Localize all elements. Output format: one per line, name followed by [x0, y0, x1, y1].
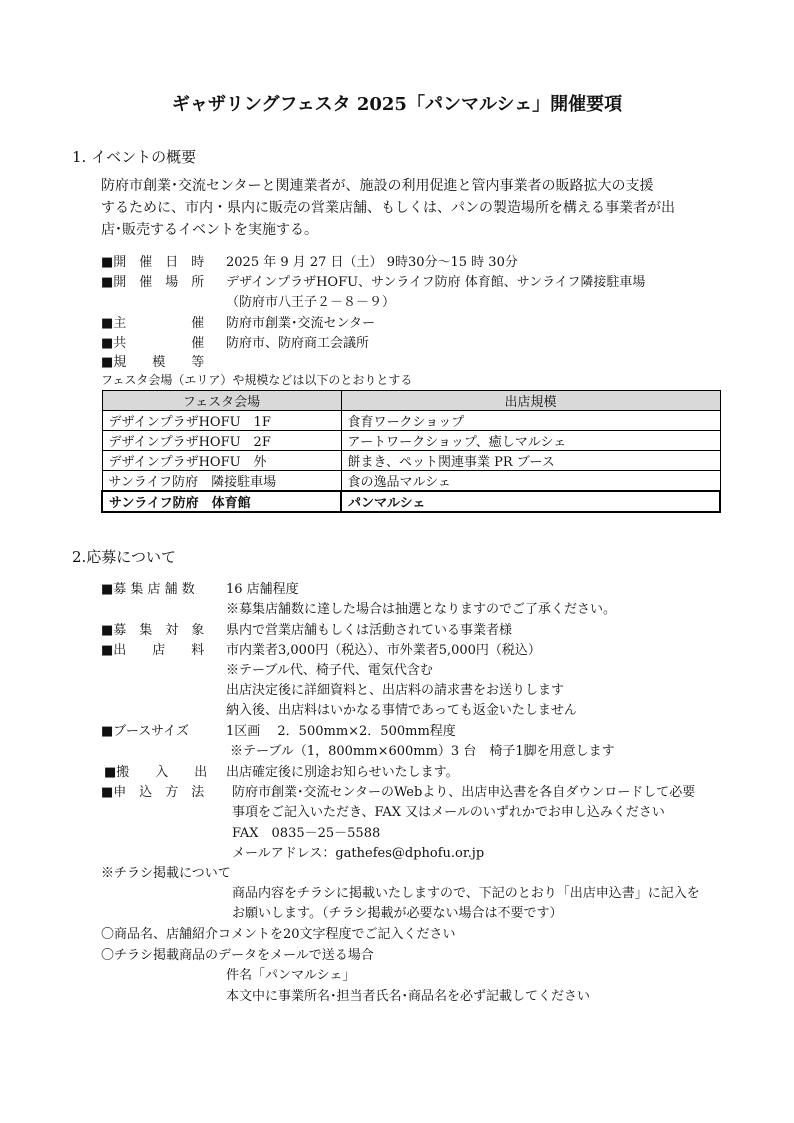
- table-cell: サンライフ防府 隣接駐車場: [102, 471, 341, 492]
- table-row-highlight: [102, 491, 720, 512]
- venue-table: [101, 390, 721, 513]
- fee-note-2: 出店決定後に詳細資料と、出店料の請求書をお送りします: [226, 683, 565, 698]
- fee-note-1: ※テーブル代、椅子代、電気代含む: [226, 663, 433, 678]
- table-cell: アートワークショップ、癒しマルシェ: [341, 431, 720, 451]
- table-cell: 餅まき、ペット関連事業 PR ブース: [341, 451, 720, 471]
- fee-label: ■出 店 料: [101, 643, 205, 658]
- table-header: 出店規模: [341, 391, 720, 411]
- target-value: 県内で営業店舗もしくは活動されている事業者様: [226, 623, 513, 638]
- flyer-line-2: お願いします。（チラシ掲載が必要ない場合は不要です）: [232, 906, 563, 921]
- booth-size-label: ■ブースサイズ: [101, 724, 189, 739]
- organizer-label: ■主 催: [101, 316, 205, 331]
- section2-heading: 2.応募について: [72, 548, 177, 566]
- carry-label: ■搬 入 出: [104, 765, 208, 780]
- event-venue-address: （防府市八王子２－８－９）: [226, 295, 396, 310]
- fee-value: 市内業者3,000円（税込）、市外業者5,000円（税込）: [226, 643, 541, 658]
- scale-label: ■規 模 等: [101, 355, 205, 370]
- event-venue-value: デザインプラザHOFU、サンライフ防府 体育館、サンライフ隣接駐車場: [226, 275, 646, 290]
- event-venue-label: ■開 催 場 所: [101, 275, 205, 290]
- table-cell: 食の逸品マルシェ: [341, 471, 720, 492]
- booth-size-value: 1区画 2．500mm×2．500mm程度: [226, 724, 456, 739]
- circle-item-1: 〇商品名、店舗紹介コメントを20文字程度でご記入ください: [101, 927, 456, 942]
- table-header: フェスタ会場: [102, 391, 341, 411]
- event-date-label: ■開 催 日 時: [101, 255, 205, 270]
- table-cell: デザインプラザHOFU 1F: [102, 411, 341, 431]
- recruit-count-value: 16 店舗程度: [226, 582, 299, 597]
- document-title: ギャザリングフェスタ 2025「パンマルシェ」開催要項: [171, 94, 623, 115]
- cosponsor-label: ■共 催: [101, 336, 205, 351]
- intro-line-3: 店･販売するイベントを実施する。: [101, 222, 318, 238]
- fee-note-3: 納入後、出店料はいかなる事情であっても返金いたしません: [226, 703, 577, 718]
- flyer-heading: ※チラシ掲載について: [101, 866, 231, 881]
- event-date-value: 2025 年 9 月 27 日（土） 9時30分～15 時 30分: [226, 255, 518, 270]
- apply-method-line-2: 事項をご記入いただき、FAX 又はメールのいずれかでお申し込みください: [232, 805, 665, 820]
- table-row: [102, 431, 720, 451]
- organizer-value: 防府市創業･交流センター: [226, 316, 375, 331]
- intro-line-1: 防府市創業･交流センターと関連業者が、施設の利用促進と管内事業者の販路拡大の支援: [101, 178, 654, 194]
- carry-value: 出店確定後に別途お知らせいたします。: [226, 765, 459, 780]
- table-cell: 食育ワークショップ: [341, 411, 720, 431]
- mail-subject: 件名「パンマルシェ」: [226, 968, 356, 983]
- recruit-count-note: ※募集店舗数に達した場合は抽選となりますのでご了承ください。: [226, 602, 617, 617]
- table-row: [102, 451, 720, 471]
- table-cell: パンマルシェ: [341, 491, 720, 512]
- circle-item-2: 〇チラシ掲載商品のデータをメールで送る場合: [101, 948, 374, 963]
- apply-method-label: ■申 込 方 法: [101, 785, 205, 800]
- table-note: フェスタ会場（エリア）や規模などは以下のとおりとする: [101, 373, 413, 387]
- target-label: ■募 集 対 象: [101, 623, 205, 638]
- mail-body: 本文中に事業所名･担当者氏名･商品名を必ず記載してください: [226, 989, 591, 1004]
- table-cell: サンライフ防府 体育館: [102, 491, 341, 512]
- cosponsor-value: 防府市、防府商工会議所: [226, 336, 370, 351]
- table-row: [102, 471, 720, 492]
- intro-line-2: するために、市内・県内に販売の営業店舗、もしくは、パンの製造場所を構える事業者が出: [101, 200, 675, 216]
- section1-heading: 1. イベントの概要: [72, 148, 197, 166]
- booth-size-note: ※テーブル（1，800mm×600mm）3 台 椅子1脚を用意します: [230, 744, 615, 759]
- table-cell: デザインプラザHOFU 2F: [102, 431, 341, 451]
- apply-method-line-1: 防府市創業･交流センターのWebより、出店申込書を各自ダウンロードして必要: [232, 785, 696, 800]
- email-address: メールアドレス：gathefes@dphofu.or.jp: [232, 846, 485, 861]
- table-header-row: [102, 391, 720, 411]
- fax-number: FAX 0835－25－5588: [232, 826, 381, 841]
- table-row: [102, 411, 720, 431]
- recruit-count-label: ■募 集 店 舗 数: [101, 582, 195, 597]
- table-cell: デザインプラザHOFU 外: [102, 451, 341, 471]
- flyer-line-1: 商品内容をチラシに掲載いたしますので、下記のとおり「出店申込書」に記入を: [232, 886, 700, 901]
